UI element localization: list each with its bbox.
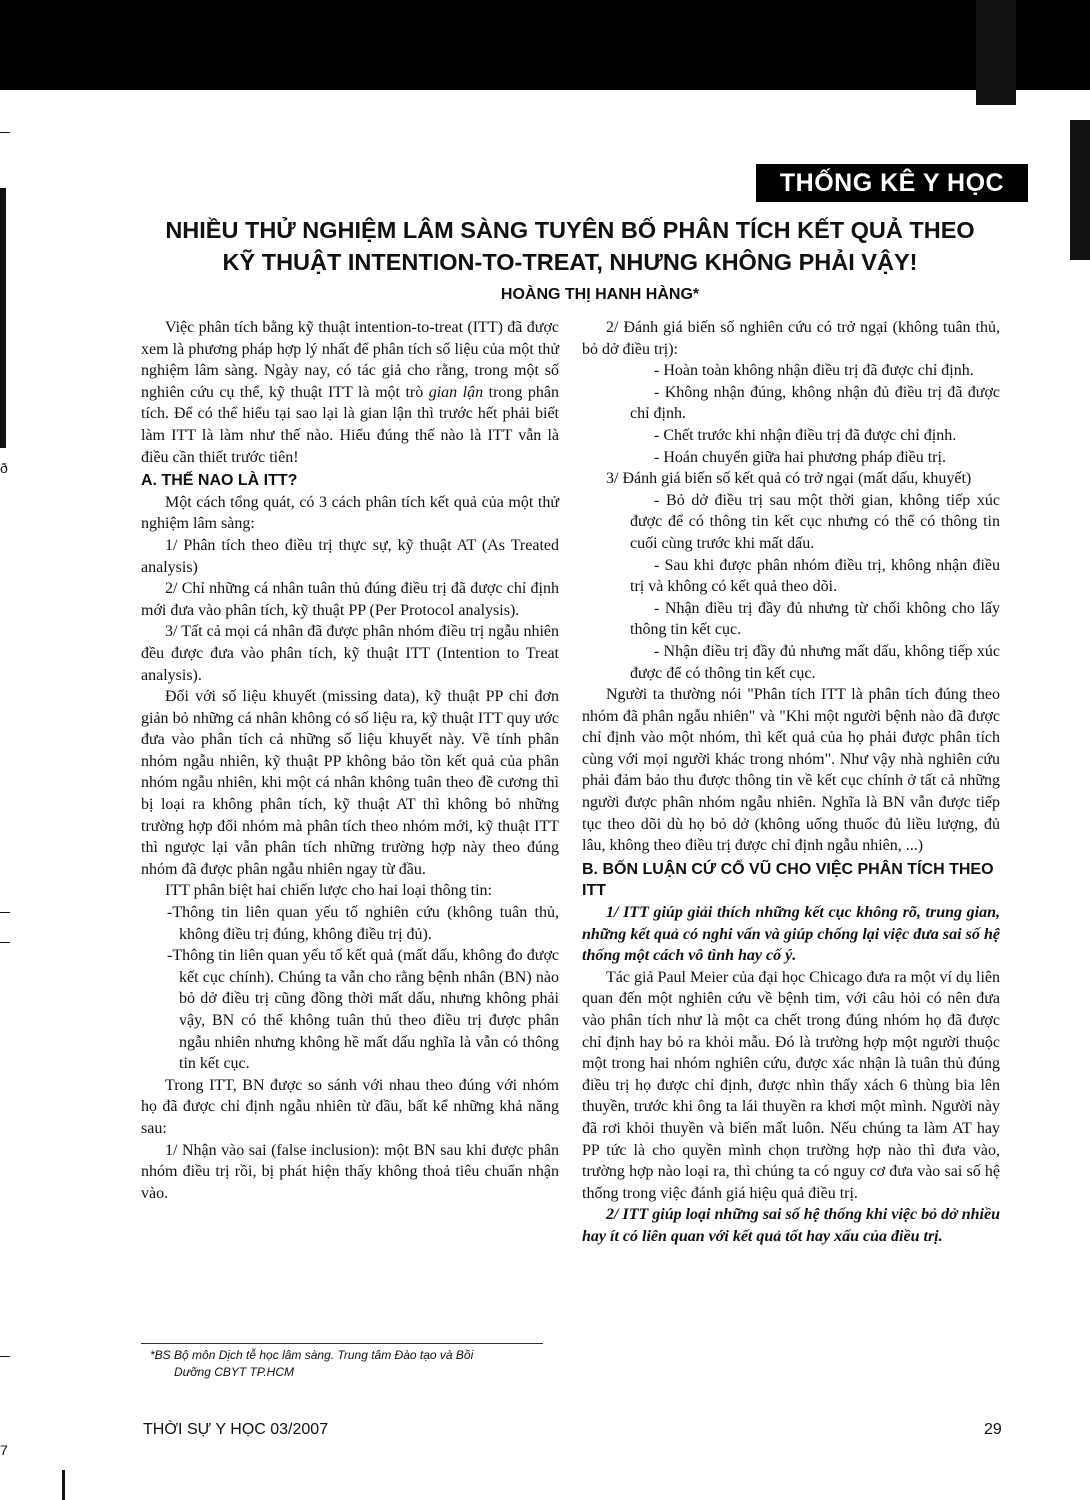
title-line-1: NHIỀU THỬ NGHIỆM LÂM SÀNG TUYÊN BỐ PHÂN TÍCH KẾT QUẢ THEO bbox=[165, 217, 975, 243]
list-item: -Thông tin liên quan yếu tố kết quả (mất dấu, không đo được kết cục chính). Chúng ta vẫn cho rằng bệnh nhân (BN) nào bỏ dở điều trị cũng đồng thời mất dấu, nhưng không phải vậy, BN có thể không tuân thủ theo điều trị được phân ngẫu nhiên nhưng không hề mất dấu nghĩa là vẫn có thông tin kết cục. bbox=[167, 947, 559, 1073]
section-heading-b: B. BỐN LUẬN CỨ CỔ VŨ CHO VIỆC PHÂN TÍCH THEO ITT bbox=[582, 860, 994, 900]
paragraph: 1/ Nhận vào sai (false inclusion): một BN sau khi được phân nhóm điều trị rồi, bị phát hiện thấy không thoả tiêu chuẩn nhận vào. bbox=[141, 1141, 559, 1202]
paragraph: Một cách tổng quát, có 3 cách phân tích kết quả của một thử nghiệm lâm sàng: bbox=[141, 493, 559, 533]
title-line-2: KỸ THUẬT INTENTION-TO-TREAT, NHƯNG KHÔNG PHẢI VẬY! bbox=[222, 249, 918, 275]
paragraph: 2/ Đánh giá biến số nghiên cứu có trở ngại (không tuân thủ, bỏ dở điều trị): bbox=[582, 319, 1000, 358]
paragraph: 3/ Tất cả mọi cá nhân đã được phân nhóm điều trị ngẫu nhiên đều được đưa vào phân tích, kỹ thuật ITT (Intention to Treat analysis). bbox=[141, 623, 559, 684]
list-item: - Hoán chuyển giữa hai phương pháp điều trị. bbox=[654, 448, 946, 466]
paragraph: 1/ Phân tích theo điều trị thực sự, kỹ thuật AT (As Treated analysis) bbox=[141, 536, 559, 576]
scan-edge-mark bbox=[1070, 120, 1090, 260]
margin-char: ð bbox=[0, 460, 8, 476]
scan-edge-mark bbox=[0, 912, 10, 913]
paragraph: 2/ Chỉ những cá nhân tuân thủ đúng điều trị đã được chỉ định mới đưa vào phân tích, kỹ thuật PP (Per Protocol analysis). bbox=[141, 580, 559, 619]
paragraph: Người ta thường nói "Phân tích ITT là phân tích đúng theo nhóm đã phân ngẫu nhiên" và "Khi một người bệnh nào đã được chỉ định vào một nhóm, thì kết quả của họ phải được phân tích cùng với mọi người khác trong nhóm". Như vậy nhà nghiên cứu phải đảm bảo thu được thông tin về kết cục chính ở tất cả những người được phân nhóm ngẫu nhiên. Nghĩa là BN vẫn được tiếp tục theo dõi dù họ bỏ dở (không uống thuốc đủ liều lượng, đủ lâu, không theo điều trị được chỉ định ngẫu nhiên, ...) bbox=[582, 686, 1000, 855]
scan-edge-mark bbox=[0, 1356, 10, 1357]
left-column bbox=[141, 317, 559, 1204]
paragraph: Đối với số liệu khuyết (missing data), kỹ thuật PP chỉ đơn giản bỏ những cá nhân không có số liệu ra, kỹ thuật ITT quy ước đưa vào phân tích cả những số liệu khuyết này. Về tính phân nhóm ngẫu nhiên, kỹ thuật PP không bảo tồn kết quả của phân nhóm ngẫu nhiên, khi một cá nhân không tuân theo đề cương thì bị loại ra không phân tích, kỹ thuật AT thì không bỏ những trường hợp đổi nhóm mà phân tích theo nhóm mới, kỹ thuật ITT thì ngược lại vẫn phân tích những trường hợp này theo đúng nhóm đã được phân ngẫu nhiên ngay từ đầu. bbox=[141, 688, 559, 878]
journal-name: THỜI SỰ Y HỌC 03/2007 bbox=[143, 1421, 329, 1438]
footnote-line-1: *BS Bộ môn Dịch tễ học lâm sàng. Trung tâm Đào tạo và Bồi bbox=[150, 1348, 474, 1362]
margin-number: 7 bbox=[0, 1442, 8, 1458]
scan-edge-mark bbox=[976, 0, 1016, 105]
scan-edge-mark bbox=[0, 188, 6, 448]
italic-paragraph: 2/ ITT giúp loại những sai số hệ thống khi việc bỏ dở nhiều hay ít có liên quan với kết quả tốt hay xấu của điều trị. bbox=[582, 1206, 1000, 1245]
italic-paragraph: 1/ ITT giúp giải thích những kết cục không rõ, trung gian, những kết quả có nghi vấn và giúp chống lại việc đưa sai số hệ thống một cách vô tình hay cố ý. bbox=[582, 904, 1000, 965]
section-tag: THỐNG KÊ Y HỌC bbox=[756, 164, 1028, 202]
paragraph: Trong ITT, BN được so sánh với nhau theo đúng với nhóm họ đã được chỉ định ngẫu nhiên từ đầu, bất kể những khả năng sau: bbox=[141, 1076, 559, 1137]
scan-edge-mark bbox=[62, 1470, 65, 1500]
top-black-band bbox=[0, 0, 1090, 90]
intro-paragraph: Việc phân tích bằng kỹ thuật intention-to-treat (ITT) đã được xem là phương pháp hợp lý nhất để phân tích số liệu của một thử nghiệm lâm sàng. Ngày nay, có tác giả cho rằng, trong một số nghiên cứu cụ thể, kỹ thuật ITT là một trò gian lận trong phân tích. Để có thể hiểu tại sao lại là gian lận thì trước hết phải biết làm ITT là làm như thế nào. Hiểu đúng thế nào là ITT vẫn là điều cần thiết trước tiên! bbox=[141, 319, 559, 466]
section-heading-a: A. THẾ NAO LÀ ITT? bbox=[141, 472, 298, 490]
footnote bbox=[150, 1347, 550, 1381]
list-item: -Thông tin liên quan yếu tố nghiên cứu (không tuân thủ, không điều trị đúng, không điều trị đủ). bbox=[167, 904, 559, 943]
list-item: - Không nhận đúng, không nhận đủ điều trị đã được chỉ định. bbox=[630, 383, 1000, 423]
paragraph: ITT phân biệt hai chiến lược cho hai loại thông tin: bbox=[165, 882, 492, 900]
right-column bbox=[582, 317, 1000, 1248]
page-number: 29 bbox=[984, 1421, 1002, 1438]
list-item: - Chết trước khi nhận điều trị đã được chỉ định. bbox=[654, 426, 957, 444]
footnote-line-2: Dưỡng CBYT TP.HCM bbox=[174, 1365, 294, 1379]
list-item: - Hoàn toàn không nhận điều trị đã được chỉ định. bbox=[654, 362, 974, 380]
list-item: - Nhận điều trị đầy đủ nhưng từ chối không cho lấy thông tin kết cục. bbox=[630, 599, 1000, 639]
scan-edge-mark bbox=[0, 942, 10, 943]
list-item: - Nhận điều trị đầy đủ nhưng mất dấu, không tiếp xúc được để có thông tin kết cục. bbox=[630, 642, 1000, 682]
paragraph: 3/ Đánh giá biến số kết quả có trở ngại (mất dấu, khuyết) bbox=[606, 470, 972, 488]
paragraph: Tác giả Paul Meier của đại học Chicago đưa ra một ví dụ liên quan đến một nghiên cứu về bệnh tim, với câu hỏi có nên đưa vào phân tích như là một ca chết trong đúng nhóm họ đã được chỉ định hay bỏ ra khỏi mẫu. Đó là trường hợp một người thuộc một trong hai nhóm nghiên cứu, được xác nhận là tuân thủ đúng điều trị họ được chỉ định, được nhìn thấy xách 6 thùng bia lên thuyền, trước khi ông ta lái thuyền ra khơi một mình. Người này đã rơi khỏi thuyền và biến mất luôn. Nếu chúng ta làm AT hay PP tức là cho quyền mình chọn trường hợp nào thì đưa vào, trường hợp nào loại ra, thì chúng ta có nguy cơ đưa vào sai số hệ thống trong việc đánh giá hiệu quả điều trị. bbox=[582, 968, 1000, 1202]
list-item: - Bỏ dở điều trị sau một thời gian, không tiếp xúc được để có thông tin kết cục nhưng có thể có thông tin cuối cùng trước khi mất dấu. bbox=[630, 491, 1000, 552]
author: HOÀNG THỊ HANH HÀNG* bbox=[500, 286, 700, 303]
footnote-rule bbox=[141, 1343, 543, 1344]
list-item: - Sau khi được phân nhóm điều trị, không nhận điều trị và không có kết quả theo dõi. bbox=[630, 556, 1000, 596]
scan-edge-mark bbox=[0, 132, 10, 133]
article-title bbox=[110, 214, 1030, 278]
